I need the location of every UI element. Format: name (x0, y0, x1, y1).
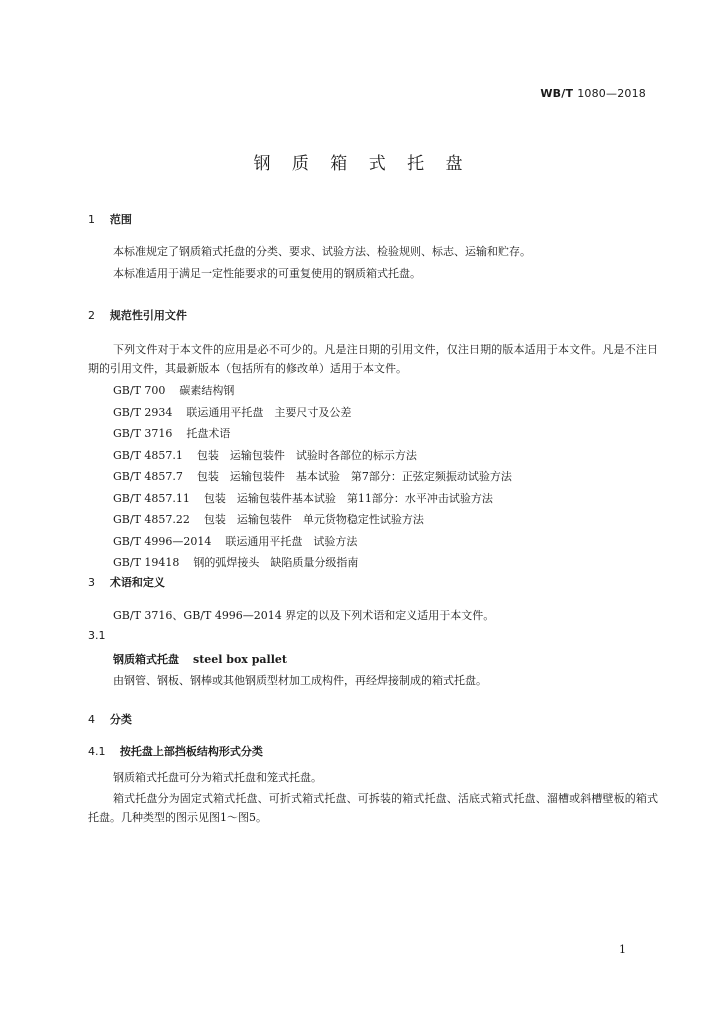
term-entry (113, 651, 287, 667)
reference-item (113, 533, 357, 549)
term-chinese: 钢质箱式托盘 (113, 653, 179, 666)
classification-paragraph-2: 箱式托盘分为固定式箱式托盘、可折式箱式托盘、可拆装的箱式托盘、活底式箱式托盘、溜槽或斜槽壁板的箱式托盘。几种类型的图示见图1～图5。 (88, 792, 658, 824)
reference-item (113, 490, 493, 506)
section-number: 4 (88, 713, 95, 726)
reference-title: 包装 运输包装件基本试验 第11部分：水平冲击试验方法 (203, 491, 493, 505)
section-3-heading (88, 574, 165, 590)
reference-item (113, 382, 234, 398)
reference-title: 包装 运输包装件 基本试验 第7部分：正弦定频振动试验方法 (196, 470, 512, 483)
section-title: 分类 (109, 713, 132, 726)
subsection-3-1-number: 3.1 (88, 629, 106, 642)
reference-title: 包装 运输包装件 单元货物稳定性试验方法 (203, 513, 424, 526)
reference-code: GB/T 2934 (113, 405, 173, 419)
section-title: 术语和定义 (109, 576, 165, 589)
standard-code: 1080—2018 (577, 87, 646, 100)
reference-item (113, 425, 230, 441)
reference-title: 托盘术语 (186, 427, 231, 440)
reference-title: 包装 运输包装件 试验时各部位的标示方法 (196, 448, 417, 462)
classification-paragraph-1: 钢质箱式托盘可分为箱式托盘和笼式托盘。 (113, 771, 322, 784)
references-intro: 下列文件对于本文件的应用是必不可少的。凡是注日期的引用文件，仅注日期的版本适用于本文件。凡是不注日期的引用文件，其最新版本（包括所有的修改单）适用于本文件。 (88, 343, 658, 375)
standard-number (540, 87, 646, 100)
section-number: 1 (88, 213, 95, 226)
section-title: 范围 (109, 213, 132, 226)
section-title: 规范性引用文件 (109, 309, 187, 322)
reference-item (113, 511, 424, 527)
reference-code: GB/T 19418 (113, 556, 180, 569)
reference-code: GB/T 3716 (113, 427, 173, 440)
section-1-heading (88, 211, 132, 227)
subsection-number: 4.1 (88, 745, 106, 758)
terms-intro: GB/T 3716、GB/T 4996—2014 界定的以及下列术语和定义适用于本文件。 (113, 609, 495, 622)
reference-item (113, 468, 512, 484)
reference-title: 碳素结构钢 (179, 384, 235, 397)
scope-paragraph-2: 本标准适用于满足一定性能要求的可重复使用的钢质箱式托盘。 (113, 267, 421, 280)
subsection-title: 按托盘上部挡板结构形式分类 (119, 745, 263, 758)
section-4-heading (88, 711, 132, 727)
term-english: steel box pallet (193, 653, 287, 666)
reference-item (113, 447, 417, 463)
page-number: 1 (619, 943, 626, 956)
reference-title: 钢的弧焊接头 缺陷质量分级指南 (193, 556, 359, 569)
reference-item (113, 404, 351, 420)
reference-code: GB/T 4857.11 (113, 491, 190, 505)
standard-prefix: WB/T (540, 87, 574, 100)
scope-paragraph-1: 本标准规定了钢质箱式托盘的分类、要求、试验方法、检验规则、标志、运输和贮存。 (113, 245, 531, 258)
section-number: 3 (88, 576, 95, 589)
reference-item (113, 554, 358, 570)
section-2-heading (88, 307, 187, 323)
term-definition: 由钢管、钢板、钢棒或其他钢质型材加工成构件，再经焊接制成的箱式托盘。 (113, 674, 487, 687)
reference-title: 联运通用平托盘 试验方法 (225, 534, 358, 548)
reference-code: GB/T 700 (113, 384, 166, 397)
document-title: 钢 质 箱 式 托 盘 (253, 154, 471, 174)
reference-code: GB/T 4857.1 (113, 448, 183, 462)
subsection-4-1-heading (88, 743, 263, 759)
reference-code: GB/T 4857.7 (113, 470, 183, 483)
reference-title: 联运通用平托盘 主要尺寸及公差 (186, 405, 352, 419)
section-number: 2 (88, 309, 95, 322)
reference-code: GB/T 4996—2014 (113, 534, 212, 548)
reference-code: GB/T 4857.22 (113, 513, 190, 526)
